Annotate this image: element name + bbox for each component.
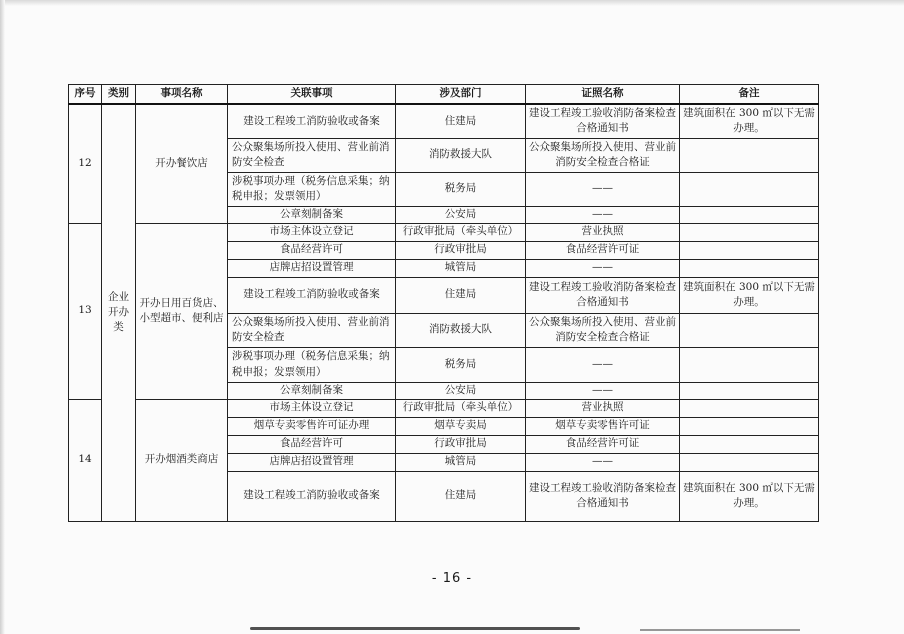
cert-cell: 营业执照 [526, 399, 680, 417]
remark-cell [680, 241, 819, 259]
related-cell: 店牌店招设置管理 [228, 259, 396, 277]
cert-cell: —— [526, 259, 680, 277]
dept-cell: 公安局 [396, 206, 526, 223]
seq-cell: 12 [69, 104, 102, 223]
remark-cell: 建筑面积在 300 ㎡以下无需办理。 [680, 471, 819, 521]
related-cell: 市场主体设立登记 [228, 223, 396, 241]
seq-cell: 13 [69, 223, 102, 399]
cert-cell: 公众聚集场所投入使用、营业前消防安全检查合格证 [526, 313, 680, 347]
dept-cell: 城管局 [396, 259, 526, 277]
remark-cell [680, 399, 819, 417]
remark-cell [680, 313, 819, 347]
item-name-cell: 开办烟酒类商店 [136, 399, 228, 521]
cert-cell: —— [526, 453, 680, 471]
dept-cell: 行政审批局 [396, 435, 526, 453]
scan-edge-left [0, 0, 5, 634]
dept-cell: 住建局 [396, 104, 526, 138]
header-cert: 证照名称 [526, 85, 680, 105]
page-number: - 16 - [431, 571, 473, 586]
related-cell: 建设工程竣工消防验收或备案 [228, 471, 396, 521]
cert-cell: 食品经营许可证 [526, 435, 680, 453]
header-category: 类别 [102, 85, 136, 105]
dept-cell: 烟草专卖局 [396, 417, 526, 435]
remark-cell [680, 206, 819, 223]
remark-cell [680, 453, 819, 471]
service-items-table [68, 84, 819, 522]
remark-cell [680, 435, 819, 453]
dept-cell: 公安局 [396, 382, 526, 399]
cert-cell: 建设工程竣工验收消防备案检查合格通知书 [526, 104, 680, 138]
category-cell: 企业开办类 [102, 104, 136, 521]
table-row [69, 223, 819, 241]
dept-cell: 住建局 [396, 471, 526, 521]
related-cell: 建设工程竣工消防验收或备案 [228, 104, 396, 138]
related-cell: 公章刻制备案 [228, 206, 396, 223]
cert-cell: 营业执照 [526, 223, 680, 241]
cert-cell: 公众聚集场所投入使用、营业前消防安全检查合格证 [526, 138, 680, 172]
dept-cell: 行政审批局 [396, 241, 526, 259]
table-row [69, 399, 819, 417]
cert-cell: 建设工程竣工验收消防备案检查合格通知书 [526, 277, 680, 313]
header-related: 关联事项 [228, 85, 396, 105]
header-seq: 序号 [69, 85, 102, 105]
cert-cell: 食品经营许可证 [526, 241, 680, 259]
cert-cell: —— [526, 206, 680, 223]
remark-cell: 建筑面积在 300 ㎡以下无需办理。 [680, 104, 819, 138]
dept-cell: 消防救援大队 [396, 313, 526, 347]
dept-cell: 城管局 [396, 453, 526, 471]
related-cell: 公众聚集场所投入使用、营业前消防安全检查 [228, 138, 396, 172]
cert-cell: 烟草专卖零售许可证 [526, 417, 680, 435]
related-cell: 烟草专卖零售许可证办理 [228, 417, 396, 435]
related-cell: 涉税事项办理（税务信息采集；纳税申报；发票领用） [228, 347, 396, 382]
cert-cell: —— [526, 347, 680, 382]
related-cell: 市场主体设立登记 [228, 399, 396, 417]
remark-cell [680, 417, 819, 435]
remark-cell [680, 223, 819, 241]
remark-cell [680, 138, 819, 172]
cert-cell: —— [526, 382, 680, 399]
header-remark: 备注 [680, 85, 819, 105]
seq-cell: 14 [69, 399, 102, 521]
item-name-cell: 开办日用百货店、小型超市、便利店 [136, 223, 228, 399]
item-name-cell: 开办餐饮店 [136, 104, 228, 223]
dept-cell: 税务局 [396, 172, 526, 206]
cert-cell: 建设工程竣工验收消防备案检查合格通知书 [526, 471, 680, 521]
remark-cell [680, 347, 819, 382]
header-dept: 涉及部门 [396, 85, 526, 105]
related-cell: 食品经营许可 [228, 435, 396, 453]
related-cell: 店牌店招设置管理 [228, 453, 396, 471]
dept-cell: 消防救援大队 [396, 138, 526, 172]
remark-cell [680, 382, 819, 399]
dept-cell: 住建局 [396, 277, 526, 313]
related-cell: 食品经营许可 [228, 241, 396, 259]
related-cell: 公章刻制备案 [228, 382, 396, 399]
dept-cell: 行政审批局（牵头单位） [396, 399, 526, 417]
table-row [69, 104, 819, 138]
related-cell: 公众聚集场所投入使用、营业前消防安全检查 [228, 313, 396, 347]
scan-artifact-line [640, 629, 800, 631]
remark-cell [680, 172, 819, 206]
remark-cell: 建筑面积在 300 ㎡以下无需办理。 [680, 277, 819, 313]
scan-edge-top [0, 0, 904, 6]
cert-cell: —— [526, 172, 680, 206]
dept-cell: 行政审批局（牵头单位） [396, 223, 526, 241]
header-row [69, 85, 819, 105]
related-cell: 涉税事项办理（税务信息采集；纳税申报；发票领用） [228, 172, 396, 206]
related-cell: 建设工程竣工消防验收或备案 [228, 277, 396, 313]
scan-artifact-line [250, 627, 580, 630]
header-item: 事项名称 [136, 85, 228, 105]
dept-cell: 税务局 [396, 347, 526, 382]
remark-cell [680, 259, 819, 277]
